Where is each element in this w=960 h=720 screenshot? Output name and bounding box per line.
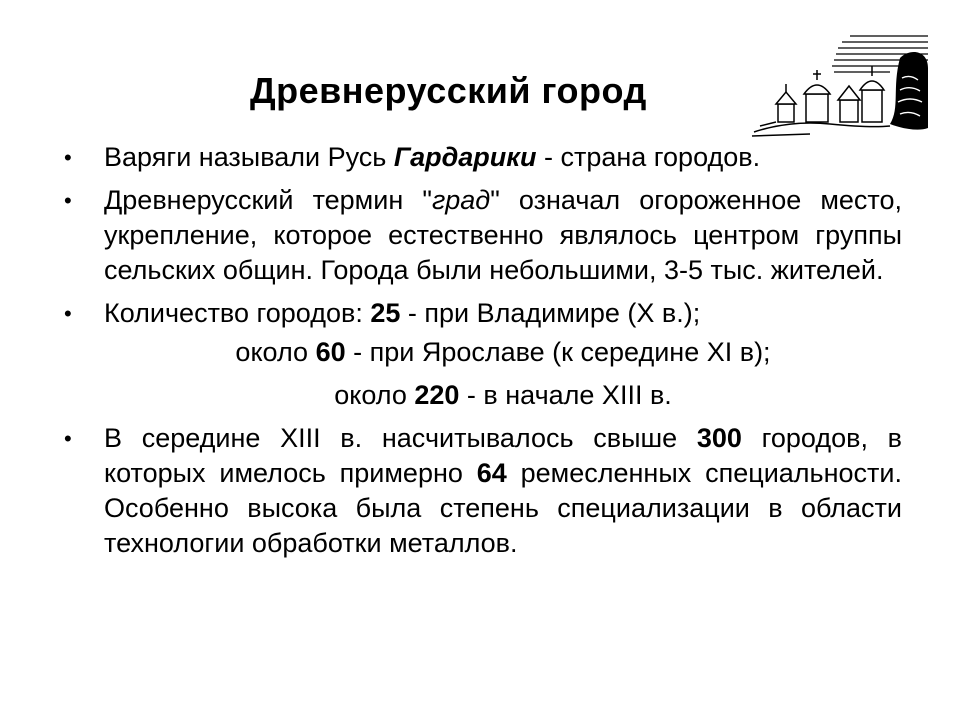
bullet-text: ремесленных специальности. Особенно высока была степень специализации в области технологии обработки металлов.	[104, 458, 902, 558]
bullet-text: В середине XIII в. насчитывалось свыше	[104, 423, 697, 453]
list-item	[62, 421, 902, 561]
line-text: - в начале XIII в.	[459, 380, 672, 410]
city-count-line	[62, 378, 902, 413]
bullet-marker: •	[64, 426, 72, 451]
bullet-marker: •	[64, 145, 72, 170]
term-grad: град	[431, 185, 491, 215]
list-item	[62, 140, 902, 175]
city-count-number: 220	[414, 380, 460, 410]
city-count-number: 60	[315, 337, 346, 367]
bullet-marker: •	[64, 188, 72, 213]
bullet-text: " означал огороженное место, укрепление, которое естественно являлось центром группы сельских общин. Города были небольшими, 3-5 тыс. жителей.	[104, 185, 902, 285]
city-total-number: 300	[696, 423, 742, 453]
bullet-marker: •	[64, 301, 72, 326]
bullet-text: городов, в которых имелось примерно	[104, 423, 902, 488]
term-gardariki: Гардарики	[393, 142, 537, 172]
bullet-text: - страна городов.	[536, 142, 761, 172]
slide-title: Древнерусский город	[250, 70, 647, 111]
bullet-text: Количество городов:	[104, 298, 371, 328]
line-text: около	[334, 380, 415, 410]
bullet-text: Варяги называли Русь	[104, 142, 394, 172]
city-count-number: 25	[370, 298, 401, 328]
old-russian-town-engraving-icon	[750, 28, 930, 138]
bullet-text: Древнерусский термин "	[104, 185, 432, 215]
content	[62, 140, 902, 569]
craft-count-number: 64	[476, 458, 507, 488]
line-text: - при Ярославе (к середине XI в);	[345, 337, 771, 367]
bullet-text: - при Владимире (X в.);	[400, 298, 701, 328]
line-text: около	[235, 337, 316, 367]
list-item	[62, 296, 902, 331]
list-item	[62, 183, 902, 288]
city-count-line	[62, 335, 902, 370]
